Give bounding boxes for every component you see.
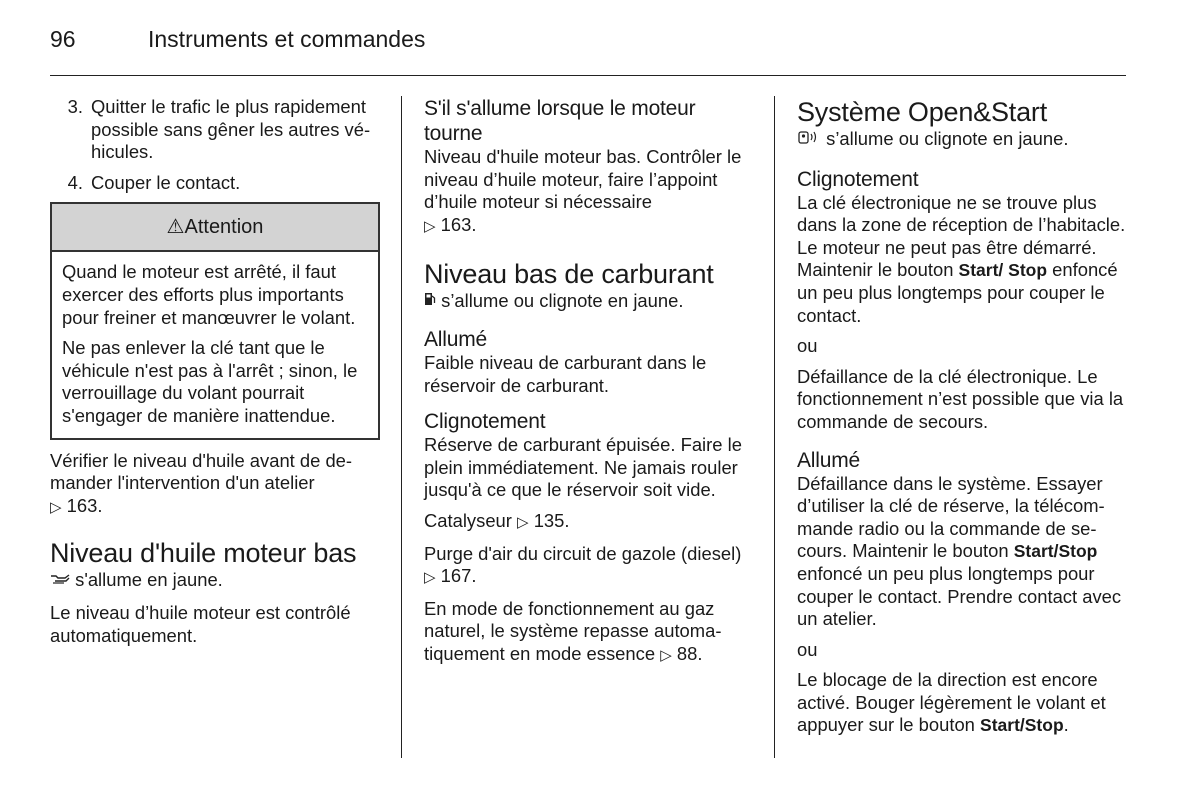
- purge-paragraph: Purge d'air du circuit de gazole (diesel) ▷ 167.: [424, 542, 742, 587]
- page-ref-icon: ▷: [50, 498, 62, 516]
- warning-paragraph: Quand le moteur est arrêté, il faut exercer des efforts plus importants pour freiner et manœuvrer le volant.: [62, 261, 356, 328]
- page-ref-icon: ▷: [424, 569, 436, 587]
- or-text: ou: [797, 335, 818, 357]
- blink-paragraph: Réserve de carburant épuisée. Faire le plein immédiatement. Ne jamais rouler jusqu'à ce que le réservoir soit vide.: [424, 434, 742, 501]
- start-stop-label: Start/ Stop: [958, 260, 1048, 281]
- page-ref-icon: ▷: [517, 513, 529, 531]
- engine-running-heading: S'il s'allume lorsque le moteur tourne: [424, 97, 696, 145]
- page-ref: 167.: [440, 565, 477, 587]
- page-ref: 163.: [66, 494, 103, 516]
- start-stop-label: Start/Stop: [980, 715, 1064, 736]
- open-start-lit-paragraph: s’allume ou clignote en jaune.: [797, 128, 1127, 153]
- fuel-lit-paragraph: s’allume ou clignote en jaune.: [424, 290, 754, 315]
- column-1: [50, 96, 380, 655]
- page-ref-icon: ▷: [424, 217, 436, 235]
- blink-heading: Clignotement: [424, 410, 546, 434]
- oil-lamp-icon: [50, 571, 70, 594]
- on-paragraph: Défaillance dans le système. Essayer d’utiliser la clé de réserve, la télécommande radio ou la commande de secours. Maintenir le bouton Start/Stop enfoncé un peu plus longtemps pour couper le contact. Prendre contact avec un atelier.: [797, 472, 1122, 630]
- page-ref: 135.: [533, 509, 570, 531]
- warning-title: Attention: [184, 216, 264, 239]
- list-item-3: 3. Quitter le trafic le plus rapidement possible sans gêner les autres véhicules.: [67, 96, 371, 163]
- oil-low-heading: Niveau d'huile moteur bas: [50, 538, 357, 569]
- page-title: Instruments et commandes: [148, 26, 426, 52]
- column-divider-1: [401, 96, 402, 758]
- blink-paragraph: La clé électronique ne se trouve plus dans la zone de réception de l’habitacle. Le moteur ne peut pas être démarré. Maintenir le bouton Start/ Stop enfoncé un peu plus longtemps pour couper le contact.: [797, 191, 1126, 326]
- on-heading: Allumé: [797, 448, 860, 472]
- column-2: [424, 96, 754, 676]
- gas-mode-paragraph: En mode de fonctionnement au gaz naturel, le système repasse automatiquement en mode essence ▷ 88.: [424, 597, 722, 664]
- or-text: ou: [797, 638, 818, 660]
- check-oil-paragraph: Vérifier le niveau d'huile avant de demander l'intervention d'un atelier ▷ 163.: [50, 449, 353, 516]
- list-item-4: 4. Couper le contact.: [67, 171, 241, 193]
- fuel-pump-icon: [424, 291, 436, 315]
- column-3: [797, 96, 1127, 745]
- page-ref: 163.: [440, 213, 477, 235]
- catalyst-paragraph: Catalyseur ▷ 135.: [424, 509, 570, 531]
- oil-lit-paragraph: s'allume en jaune.: [50, 569, 380, 594]
- warning-header: [52, 204, 378, 252]
- warning-paragraph: Ne pas enlever la clé tant que le véhicule n'est pas à l'arrêt ; sinon, le verrouillage du volant pourrait s'engager de manière inattendue.: [62, 337, 358, 426]
- on-paragraph: Faible niveau de carburant dans le réservoir de carburant.: [424, 351, 707, 396]
- key-signal-icon: [797, 129, 821, 153]
- warning-icon: ⚠: [166, 216, 185, 239]
- fuel-low-heading: Niveau bas de carburant: [424, 259, 714, 290]
- engine-running-paragraph: Niveau d'huile moteur bas. Contrôler le niveau d’huile moteur, faire l’appoint d’huile moteur si nécessaire ▷ 163.: [424, 146, 742, 235]
- column-divider-2: [774, 96, 775, 758]
- page-number: 96: [50, 26, 76, 52]
- page-ref: 88.: [676, 642, 703, 664]
- key-failure-paragraph: Défaillance de la clé électronique. Le fonctionnement n’est possible que via la commande de secours.: [797, 365, 1124, 432]
- warning-box: [50, 202, 380, 439]
- warning-body: [52, 252, 378, 437]
- header-divider: [50, 75, 1126, 76]
- steering-lock-paragraph: Le blocage de la direction est encore activé. Bouger légèrement le volant et appuyer sur le bouton Start/Stop.: [797, 669, 1106, 736]
- on-heading: Allumé: [424, 327, 487, 351]
- page-ref-icon: ▷: [660, 646, 672, 664]
- start-stop-label: Start/Stop: [1013, 541, 1098, 562]
- open-start-heading: Système Open&Start: [797, 97, 1048, 127]
- oil-auto-paragraph: Le niveau d’huile moteur est contrôlé automatiquement.: [50, 601, 351, 646]
- blink-heading: Clignotement: [797, 167, 919, 191]
